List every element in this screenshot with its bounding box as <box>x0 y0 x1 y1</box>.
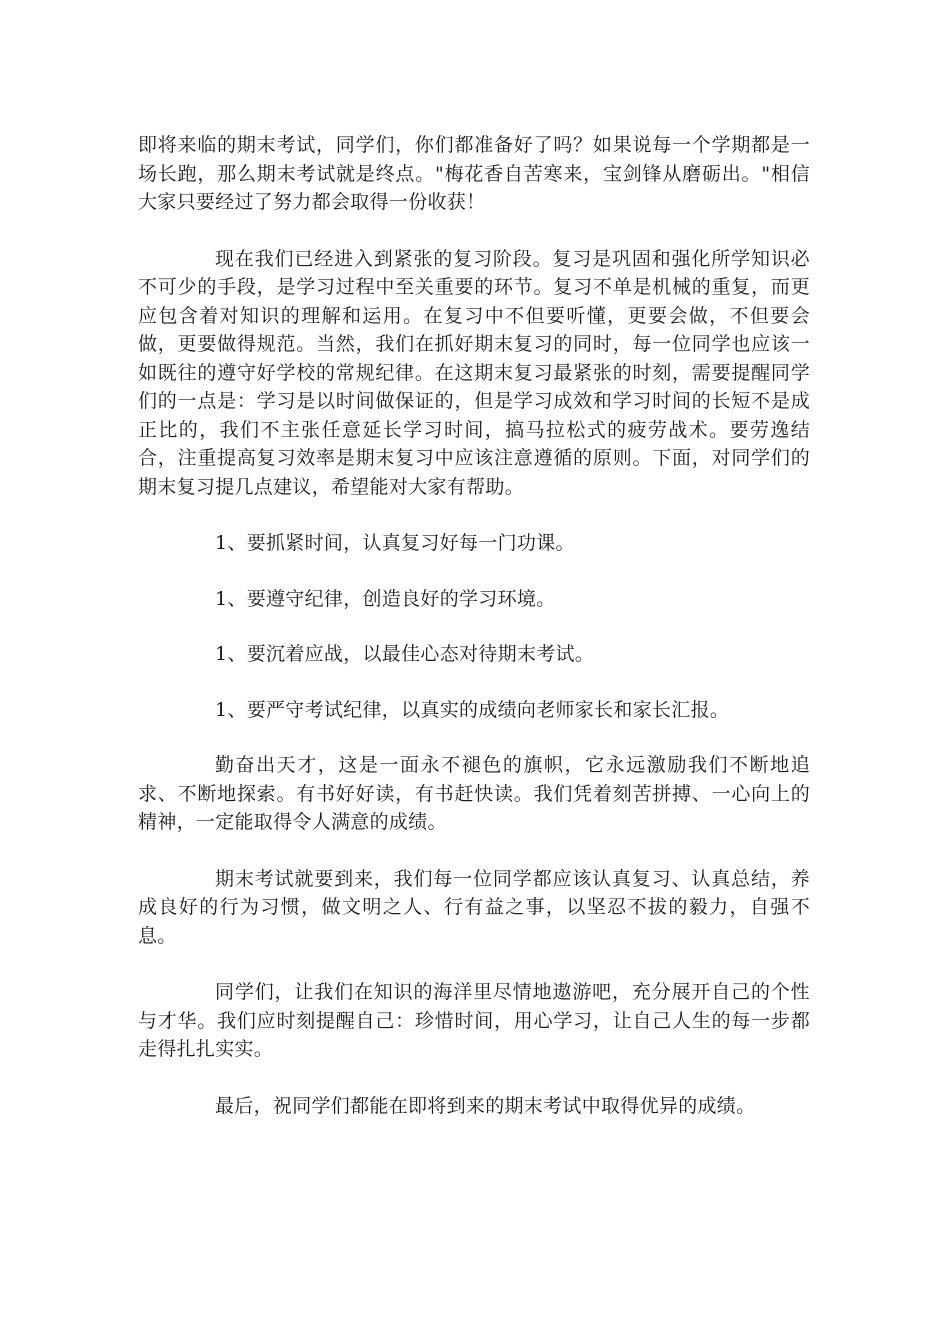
paragraph-exam-coming: 期末考试就要到来，我们每一位同学都应该认真复习、认真总结，养成良好的行为习惯，做文明之人、行有益之事，以坚忍不拔的毅力，自强不息。 <box>138 867 810 947</box>
paragraph-review-stage: 现在我们已经进入到紧张的复习阶段。复习是巩固和强化所学知识必不可少的手段，是学习过程中至关重要的环节。复习不单是机械的重复，而更应包含着对知识的理解和运用。在复习中不但要听懂，更要会做，不但要会做，更要做得规范。当然，我们在抓好期末复习的同时，每一位同学也应该一如既往的遵守好学校的常规纪律。在这期末复习最紧张的时刻，需要提醒同学们的一点是：学习是以时间做保证的，但是学习成效和学习时间的长短不是成正比的，我们不主张任意延长学习时间，搞马拉松式的疲劳战术。要劳逸结合，注重提高复习效率是期末复习中应该注意遵循的原则。下面，对同学们的期末复习提几点建议，希望能对大家有帮助。 <box>138 247 810 498</box>
suggestion-item-4: 1、要严守考试纪律，以真实的成绩向老师家长和家长汇报。 <box>215 698 730 721</box>
suggestion-item-1: 1、要抓紧时间，认真复习好每一门功课。 <box>215 532 575 554</box>
paragraph-intro: 即将来临的期末考试，同学们，你们都准备好了吗？如果说每一个学期都是一场长跑，那么期末考试就是终点。"梅花香自苦寒来，宝剑锋从磨砺出。"相信大家只要经过了努力都会取得一份收获！ <box>138 134 810 213</box>
suggestion-item-3: 1、要沉着应战，以最佳心态对待期末考试。 <box>215 643 595 665</box>
paragraph-closing: 最后，祝同学们都能在即将到来的期末考试中取得优异的成绩。 <box>215 1094 756 1117</box>
document-body <box>138 131 810 1148</box>
suggestion-item-2: 1、要遵守纪律，创造良好的学习环境。 <box>215 587 556 610</box>
paragraph-encouragement: 同学们，让我们在知识的海洋里尽情地遨游吧，充分展开自己的个性与才华。我们应时刻提醒自己：珍惜时间，用心学习，让自己人生的每一步都走得扎扎实实。 <box>138 981 810 1060</box>
paragraph-diligence: 勤奋出天才，这是一面永不褪色的旗帜，它永远激励我们不断地追求、不断地探索。有书好好读，有书赶快读。我们凭着刻苦拼搏、一心向上的精神，一定能取得令人满意的成绩。 <box>138 754 810 833</box>
